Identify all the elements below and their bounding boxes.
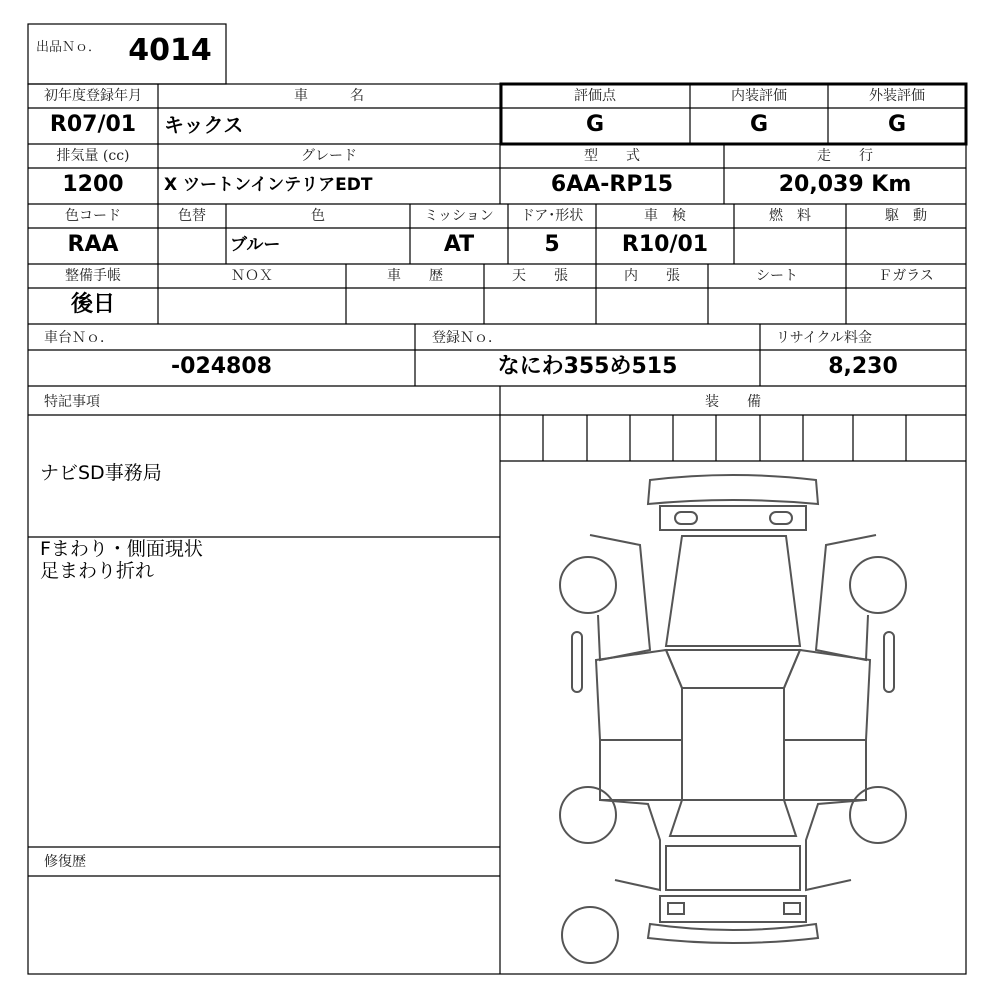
inspection-value: R10/01 <box>621 232 709 257</box>
door-label: ドア･形状 <box>520 208 584 224</box>
car-name-label: 車 名 <box>294 88 364 104</box>
exterior-score-label: 外装評価 <box>869 88 925 104</box>
exterior-score-value: G <box>887 112 907 137</box>
score-value: G <box>585 112 605 137</box>
mileage-label: 走 行 <box>817 148 873 164</box>
plate-number-label: 登録Ｎｏ． <box>432 330 502 346</box>
color-code-value: RAA <box>67 232 119 257</box>
interior-score-value: G <box>749 112 769 137</box>
fuel-label: 燃 料 <box>769 208 811 224</box>
color-value: ブルー <box>230 235 281 255</box>
chassis-number-label: 車台Ｎｏ． <box>44 330 114 346</box>
equipment-label: 装 備 <box>705 394 761 410</box>
plate-number-value: なにわ355め515 <box>497 354 678 379</box>
history-label: 車 歴 <box>387 268 443 284</box>
interior-trim-label: 内 張 <box>624 268 680 284</box>
displacement-value: 1200 <box>62 172 124 197</box>
model-value: 6AA-RP15 <box>550 172 674 197</box>
grade-label: グレード <box>301 148 357 164</box>
front-glass-label: Ｆガラス <box>878 268 934 284</box>
special-note-primary: ナビSD事務局 <box>40 462 162 484</box>
repaint-label: 色替 <box>178 208 206 224</box>
lot-number-value: 4014 <box>128 33 212 68</box>
model-label: 型 式 <box>584 148 640 164</box>
recycle-fee-value: 8,230 <box>828 354 898 379</box>
score-label: 評価点 <box>574 88 616 104</box>
lot-number-label: 出品Ｎｏ． <box>36 40 102 55</box>
drive-label: 駆 動 <box>885 208 927 224</box>
displacement-label: 排気量 (cc) <box>56 148 130 164</box>
mission-label: ミッション <box>424 208 494 224</box>
ceiling-label: 天 張 <box>512 268 568 284</box>
special-note-secondary: Fまわり・側面現状 足まわり折れ <box>40 538 203 582</box>
grade-value: X ツートンインテリアEDT <box>164 175 373 195</box>
reg-year-label: 初年度登録年月 <box>44 88 142 104</box>
service-book-value: 後日 <box>70 292 115 317</box>
inspection-label: 車 検 <box>644 208 686 224</box>
color-code-label: 色コード <box>65 208 121 224</box>
chassis-number-value: -024808 <box>171 354 272 379</box>
color-label: 色 <box>311 208 325 224</box>
repair-history-label: 修復歴 <box>44 854 86 870</box>
mission-value: AT <box>443 232 475 257</box>
service-book-label: 整備手帳 <box>65 268 121 284</box>
seat-label: シート <box>756 268 798 284</box>
car-name-value: キックス <box>164 113 244 137</box>
recycle-fee-label: リサイクル料金 <box>776 330 873 346</box>
nox-label: ＮＯＸ <box>231 268 273 284</box>
interior-score-label: 内装評価 <box>731 88 787 104</box>
special-notes-label: 特記事項 <box>44 394 100 410</box>
door-value: 5 <box>544 232 560 257</box>
mileage-value: 20,039 Km <box>778 172 912 197</box>
reg-year-value: R07/01 <box>49 112 137 137</box>
